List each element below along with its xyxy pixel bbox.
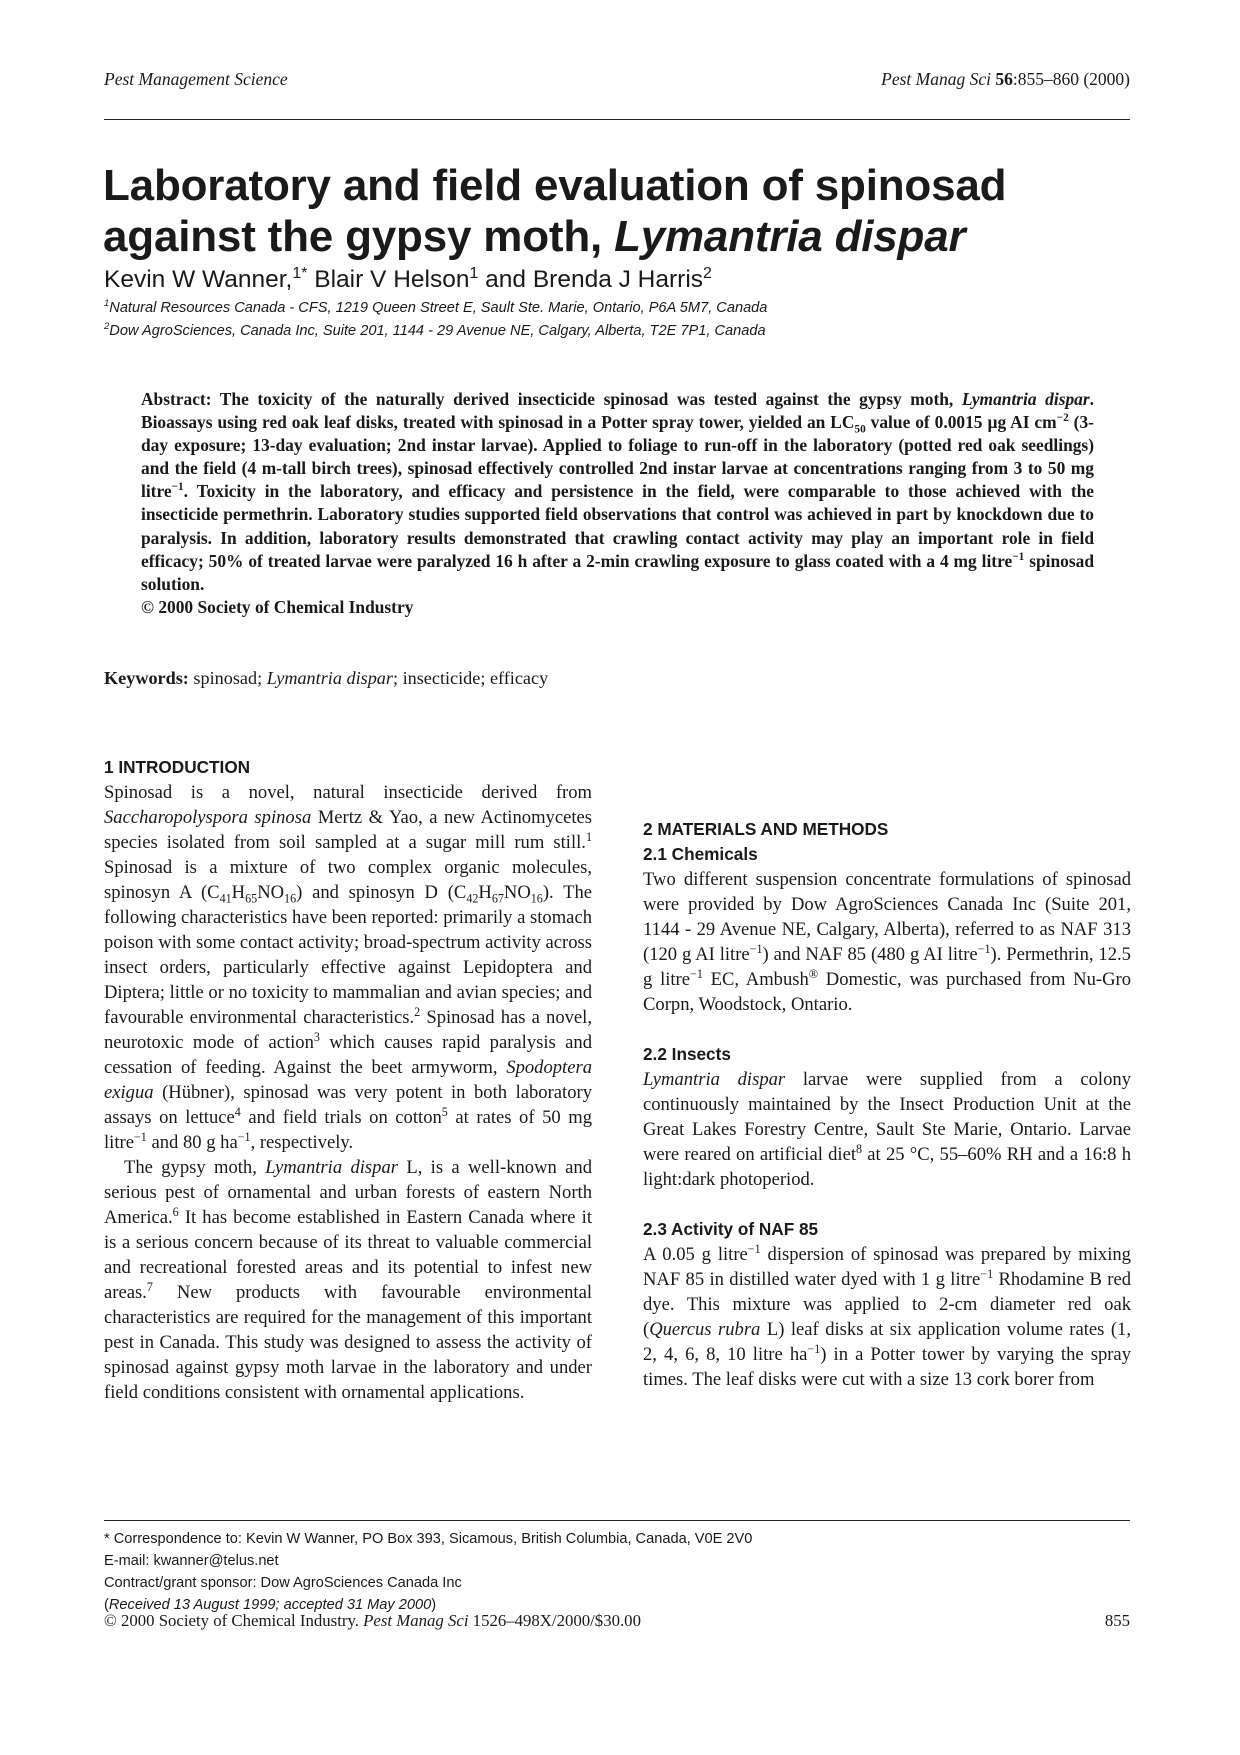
body-text: Mertz & Yao, a new Actinomycetes species isolated from soil sampled at a sugar mill rum still. <box>104 807 592 853</box>
body-text: at rates of 50 mg litre <box>104 1107 592 1153</box>
body-text: ). The following characteristics have been reported: primarily a stomach poison with some contact activity; broad-spectrum activity across insect orders, particularly effective against Lepidoptera and Diptera; little or no toxicity to mammalian and avian species; and favourable environmental characteristics. <box>104 882 593 1028</box>
author-list <box>104 266 712 294</box>
abstract-label: Abstract: <box>141 389 220 409</box>
body-text: , respectively. <box>250 1132 354 1153</box>
abstract-copyright: © 2000 Society of Chemical Industry <box>141 596 414 617</box>
paren-open: ( <box>104 1597 109 1613</box>
unit-exponent: −1 <box>807 1341 821 1356</box>
naf85-paragraph <box>643 1242 1131 1392</box>
unit-exponent: −1 <box>977 941 991 956</box>
abstract <box>141 388 1094 619</box>
keyword: Lymantria dispar <box>266 668 393 688</box>
title-line-1: Laboratory and field evaluation of spinosad <box>103 161 1007 210</box>
unit-exponent: −2 <box>1056 412 1069 425</box>
registered-mark: ® <box>808 966 818 981</box>
subsection-heading-chemicals: 2.1 Chemicals <box>643 844 758 864</box>
journal-name: Pest Management Science <box>104 69 288 89</box>
affiliation-1-number: 1 <box>104 298 110 310</box>
abstract-species: Lymantria dispar <box>961 389 1090 409</box>
affiliation-2-text: Dow AgroSciences, Canada Inc, Suite 201, 1144 - 29 Avenue NE, Calgary, Alberta, T2E 7P1, Canada <box>109 323 766 339</box>
body-text: Rhodamine B red dye. This mixture was applied to 2-cm diameter red oak ( <box>643 1269 1132 1340</box>
citation-pages: :855–860 (2000) <box>1012 69 1130 89</box>
body-text: The gypsy moth, <box>124 1157 266 1178</box>
formula-subscript: 16 <box>284 891 297 906</box>
body-text: Spinosad is a mixture of two complex organic molecules, spinosyn A (C <box>104 857 592 903</box>
abstract-text: . Bioassays using red oak leaf disks, treated with spinosad in a Potter spray tower, yielded an LC <box>141 389 1094 433</box>
body-text: (Hübner), spinosad was very potent in both laboratory assays on lettuce <box>104 1082 592 1128</box>
correspondence-note: * Correspondence to: Kevin W Wanner, PO Box 393, Sicamous, British Columbia, Canada, V0E 2V0 <box>104 1531 753 1547</box>
affiliation-2-number: 2 <box>104 321 110 333</box>
species-name: Quercus rubra <box>649 1319 761 1340</box>
body-text: L) leaf disks at six application volume rates (1, 2, 4, 6, 8, 10 litre ha <box>643 1319 1132 1365</box>
body-text: and field trials on cotton <box>240 1107 442 1128</box>
unit-exponent: −1 <box>133 1129 147 1144</box>
subsection-heading-naf85: 2.3 Activity of NAF 85 <box>643 1219 819 1239</box>
author-2-affil: 1 <box>469 264 479 282</box>
received-dates: Received 13 August 1999; accepted 31 May 2000 <box>108 1597 432 1613</box>
body-text: dispersion of spinosad was prepared by mixing NAF 85 in distilled water dyed with 1 g litre <box>643 1244 1131 1290</box>
author-1: Kevin W Wanner, <box>104 266 293 293</box>
body-text: New products with favourable environmental characteristics are required for the management of this important pest in Canada. This study was designed to assess the activity of spinosad against gypsy moth larvae in the laboratory and under field conditions consistent with ornamental applications. <box>104 1282 592 1403</box>
body-text: ) and NAF 85 (480 g AI litre <box>762 944 978 965</box>
lc50-subscript: 50 <box>854 423 866 436</box>
abstract-text: (3-day exposure; 13-day evaluation; 2nd instar larvae). Applied to foliage to run-off in the laboratory (potted red oak seedlings) and the field (4 m-tall birch trees), spinosad effectively controlled 2nd instar larvae at concentrations ranging from 3 to 50 mg litre <box>141 412 1094 502</box>
body-text: ). Permethrin, 12.5 g litre <box>643 944 1131 990</box>
title-line-2-text: against the gypsy moth, <box>103 212 615 261</box>
unit-exponent: −1 <box>171 481 184 494</box>
species-name: Saccharopolyspora spinosa <box>104 807 312 828</box>
reference-number: 8 <box>856 1141 863 1156</box>
body-text: and 80 g ha <box>146 1132 238 1153</box>
footnotes <box>104 1528 752 1616</box>
author-3-affil: 2 <box>703 264 712 282</box>
body-column-left <box>104 755 592 1405</box>
body-text: It has become established in Eastern Canada where it is a serious concern because of its threat to valuable commercial and recreational forested areas and its potential to infest new areas. <box>104 1207 592 1303</box>
formula-element: H <box>231 882 246 903</box>
paren-close: ) <box>431 1597 437 1613</box>
subsection-heading-insects: 2.2 Insects <box>643 1044 731 1064</box>
section-heading-introduction: 1 INTRODUCTION <box>104 757 251 777</box>
abstract-text: The toxicity of the naturally derived insecticide spinosad was tested against the gypsy moth, <box>219 389 962 409</box>
chemicals-paragraph <box>643 867 1131 1017</box>
formula-subscript: 42 <box>466 891 479 906</box>
keywords <box>104 668 548 689</box>
email-note: E-mail: kwanner@telus.net <box>104 1553 279 1569</box>
article-title <box>103 160 1143 262</box>
body-text: ) and spinosyn D (C <box>296 882 467 903</box>
keyword: spinosad; <box>193 668 267 688</box>
reference-number: 4 <box>234 1104 241 1119</box>
section-gap <box>643 1192 1131 1217</box>
unit-exponent: −1 <box>747 1241 761 1256</box>
affiliation-1-text: Natural Resources Canada - CFS, 1219 Queen Street E, Sault Ste. Marie, Ontario, P6A 5M7, Canada <box>109 300 768 316</box>
footer-journal-abbrev: Pest Manag Sci <box>363 1611 469 1630</box>
author-1-affil: 1 <box>292 264 302 282</box>
reference-number: 5 <box>441 1104 448 1119</box>
footnote-rule <box>104 1520 1130 1521</box>
body-text: Spinosad is a novel, natural insecticide derived from <box>104 782 592 803</box>
insects-paragraph <box>643 1067 1131 1192</box>
intro-paragraph-2 <box>104 1155 592 1405</box>
citation-prefix: Pest Manag Sci <box>881 69 996 89</box>
author-2: Blair V Helson <box>307 266 470 293</box>
column-continuation-space <box>643 755 1131 817</box>
abstract-text: value of 0.0015 µg AI cm <box>865 412 1057 433</box>
body-text: A 0.05 g litre <box>643 1244 748 1265</box>
section-gap <box>643 1017 1131 1042</box>
body-text: EC, Ambush <box>702 969 809 990</box>
keywords-label: Keywords: <box>104 668 194 688</box>
body-text: ) in a Potter tower by varying the spray times. The leaf disks were cut with a size 13 cork borer from <box>643 1344 1131 1390</box>
body-text: Domestic, was purchased from Nu-Gro Corpn, Woodstock, Ontario. <box>643 969 1132 1015</box>
unit-exponent: −1 <box>690 966 703 981</box>
species-name: Spodoptera exigua <box>104 1057 592 1103</box>
title-species: Lymantria dispar <box>614 212 966 261</box>
unit-exponent: −1 <box>980 1266 994 1281</box>
body-text: larvae were supplied from a colony continuously maintained by the Insect Production Unit at the Great Lakes Forestry Centre, Sault Ste Marie, Ontario. Larvae were reared on artificial diet <box>643 1069 1131 1165</box>
reference-number: 2 <box>414 1004 421 1019</box>
unit-exponent: −1 <box>1012 550 1025 563</box>
abstract-text: spinosad solution. <box>141 550 1095 594</box>
keyword: ; insecticide; efficacy <box>392 668 549 688</box>
title-line-2 <box>103 211 1143 262</box>
affiliation-1 <box>104 300 767 316</box>
body-column-right <box>643 755 1131 1392</box>
body-text: L, is a well-known and serious pest of ornamental and urban forests of eastern North America. <box>104 1157 592 1228</box>
intro-paragraph-1 <box>104 780 592 1155</box>
affiliation-2 <box>104 323 766 339</box>
journal-citation <box>881 69 1130 90</box>
header-rule <box>104 119 1130 120</box>
citation-volume: 56 <box>995 69 1013 89</box>
body-text: Spinosad has a novel, neurotoxic mode of action <box>104 1007 592 1053</box>
footer-copyright <box>104 1611 641 1631</box>
unit-exponent: −1 <box>749 941 763 956</box>
formula-subscript: 67 <box>491 891 504 906</box>
species-name: Lymantria dispar <box>643 1069 786 1090</box>
formula-element: NO <box>503 882 531 903</box>
author-3: and Brenda J Harris <box>478 266 704 293</box>
formula-element: H <box>478 882 492 903</box>
correspondence-mark: * <box>301 264 308 282</box>
body-text: which causes rapid paralysis and cessation of feeding. Against the beet armyworm, <box>104 1032 592 1078</box>
body-text: at 25 °C, 55–60% RH and a 16:8 h light:dark photoperiod. <box>643 1144 1132 1190</box>
footer-issn: 1526–498X/2000/$30.00 <box>468 1611 641 1630</box>
reference-number: 1 <box>585 829 592 844</box>
body-text: Two different suspension concentrate formulations of spinosad were provided by Dow AgroSciences Canada Inc (Suite 201, 1144 - 29 Avenue NE, Calgary, Alberta), referred to as NAF 313 (120 g AI litre <box>643 869 1131 965</box>
reference-number: 6 <box>172 1204 179 1219</box>
formula-subscript: 41 <box>219 891 232 906</box>
sponsor-note: Contract/grant sponsor: Dow AgroSciences Canada Inc <box>104 1575 462 1591</box>
footer-copyright-text: © 2000 Society of Chemical Industry. <box>104 1611 364 1630</box>
reference-number: 3 <box>313 1029 320 1044</box>
species-name: Lymantria dispar <box>265 1157 398 1178</box>
formula-subscript: 16 <box>530 891 543 906</box>
formula-element: NO <box>257 882 285 903</box>
page-number: 855 <box>1104 1611 1130 1630</box>
abstract-text: . Toxicity in the laboratory, and efficacy and persistence in the field, were comparable to those achieved with the insecticide permethrin. Laboratory studies supported field observations that control was achieved in part by knockdown due to paralysis. In addition, laboratory results demonstrated that crawling contact activity may play an important role in field efficacy; 50% of treated larvae were paralyzed 16 h after a 2-min crawling exposure to glass coated with a 4 mg litre <box>141 481 1094 571</box>
section-heading-methods: 2 MATERIALS AND METHODS <box>643 819 889 839</box>
unit-exponent: −1 <box>237 1129 251 1144</box>
reference-number: 7 <box>146 1279 153 1294</box>
formula-subscript: 65 <box>245 891 258 906</box>
